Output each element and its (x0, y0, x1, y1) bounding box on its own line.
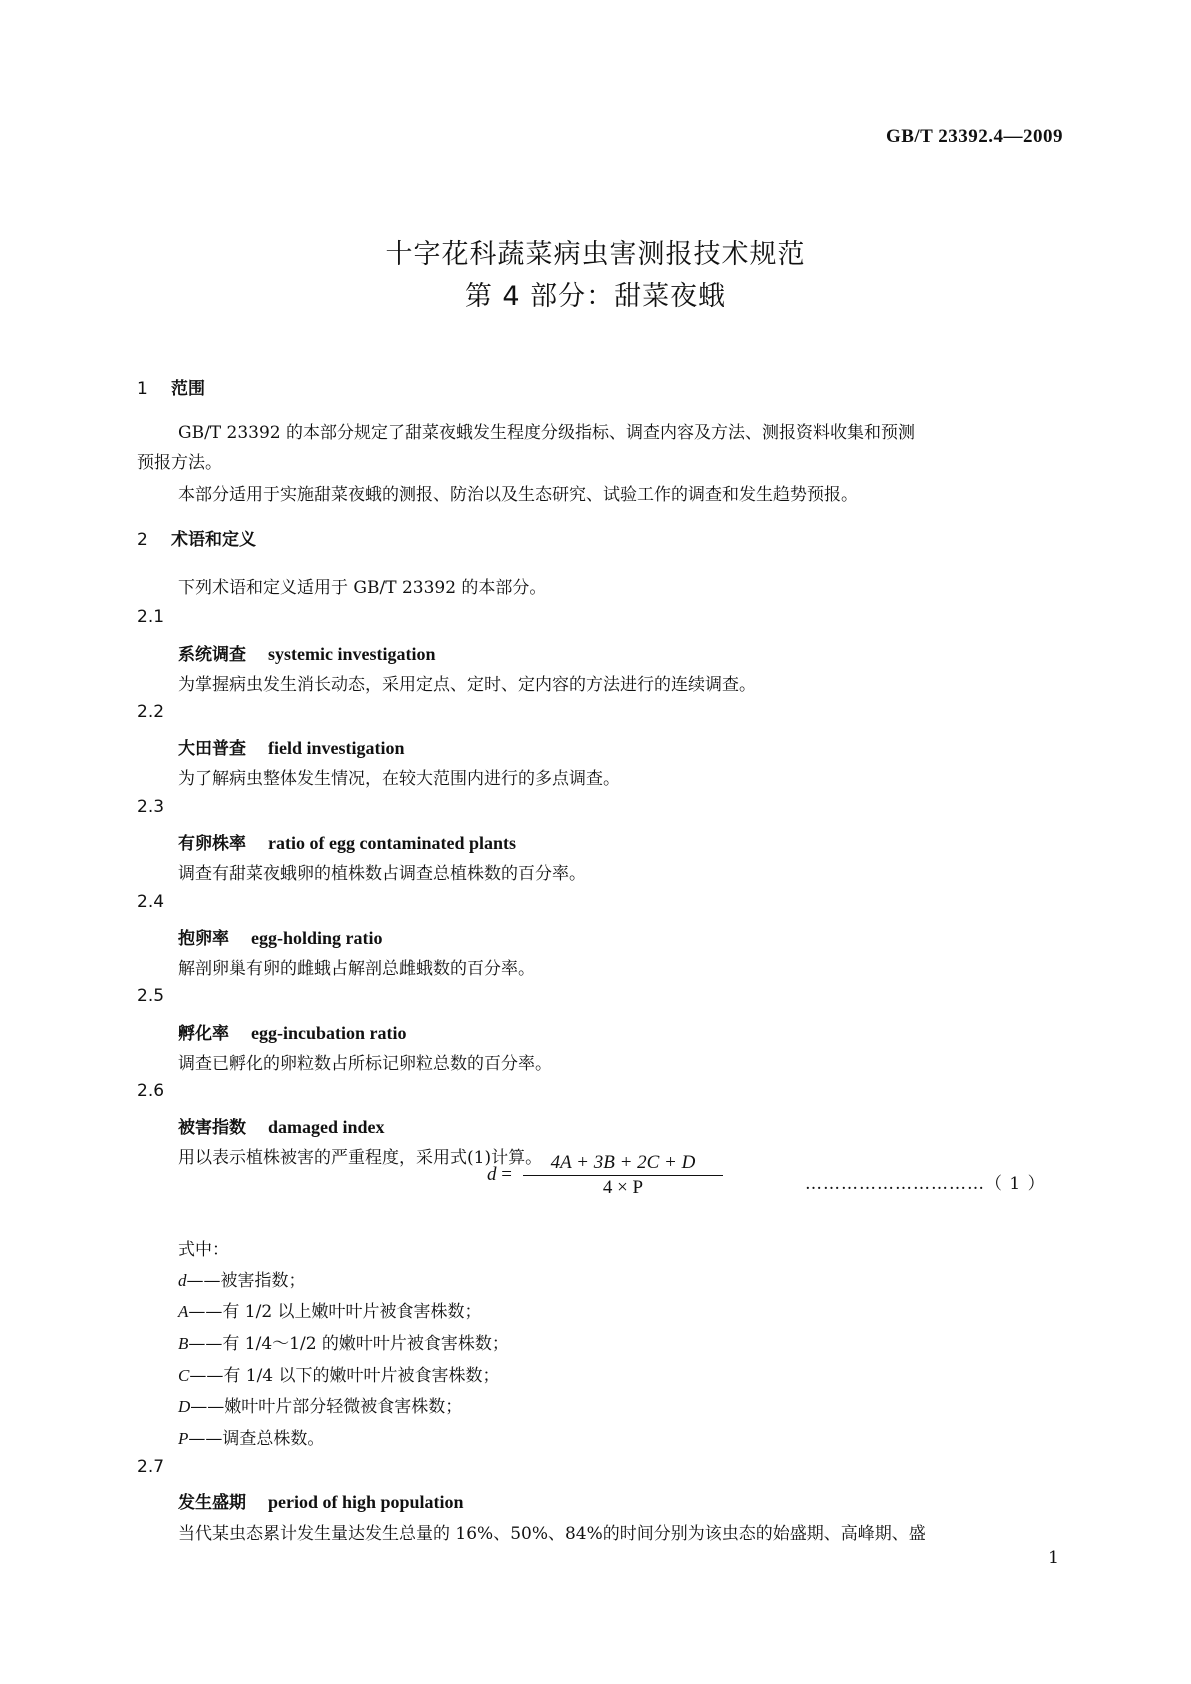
variable-symbol: B (178, 1334, 189, 1353)
section-number: 2 (137, 530, 148, 550)
variable-description: ——有 1/2 以上嫩叶叶片被食害株数； (188, 1302, 482, 1322)
formula-equation-number: …………………………（ 1 ） (805, 1174, 1046, 1194)
term-zh: 孵化率 (178, 1024, 229, 1044)
section-title: 术语和定义 (171, 530, 256, 550)
term-heading (178, 1019, 407, 1044)
term-en: damaged index (268, 1117, 385, 1137)
term-zh: 系统调查 (178, 645, 246, 665)
term-zh: 大田普查 (178, 739, 246, 759)
section-number: 1 (137, 379, 148, 399)
paragraph-cont: 预报方法。 (137, 453, 222, 473)
variable-description: ——调查总株数。 (188, 1429, 325, 1449)
variable-definition (178, 1361, 500, 1386)
clause-number: 2.7 (137, 1457, 165, 1477)
term-heading (178, 829, 516, 854)
document-title: 十字花科蔬菜病虫害测报技术规范 (385, 239, 806, 270)
variable-symbol: D (178, 1397, 191, 1416)
term-en: systemic investigation (268, 644, 436, 664)
variable-definition (178, 1392, 462, 1417)
document-subtitle: 第 4 部分：甜菜夜蛾 (464, 281, 727, 312)
section-title: 范围 (171, 379, 205, 399)
term-zh: 抱卵率 (178, 929, 229, 949)
paragraph: GB/T 23392 的本部分规定了甜菜夜蛾发生程度分级指标、调查内容及方法、测报资料收集和预测 (178, 423, 916, 443)
paragraph: 本部分适用于实施甜菜夜蛾的测报、防治以及生态研究、试验工作的调查和发生趋势预报。 (178, 485, 858, 505)
variable-symbol: P (178, 1429, 189, 1448)
variable-definition (178, 1424, 324, 1449)
term-definition: 解剖卵巢有卵的雌蛾占解剖总雌蛾数的百分率。 (178, 959, 535, 979)
term-heading (178, 1488, 464, 1513)
variable-description: ——有 1/4 以下的嫩叶叶片被食害株数； (189, 1366, 500, 1386)
variable-description: ——有 1/4～1/2 的嫩叶叶片被食害株数； (188, 1334, 509, 1354)
variable-definition (178, 1297, 482, 1322)
section-1-heading (137, 374, 205, 399)
term-definition: 当代某虫态累计发生量达发生总量的 16%、50%、84%的时间分别为该虫态的始盛期、高峰期、盛 (178, 1524, 926, 1544)
variable-definition (178, 1329, 509, 1354)
term-heading (178, 1113, 385, 1138)
variable-symbol: d (178, 1271, 187, 1290)
term-heading (178, 734, 405, 759)
term-zh: 发生盛期 (178, 1493, 246, 1513)
page-number: 1 (1048, 1548, 1059, 1568)
variable-description: ——被害指数； (186, 1271, 306, 1291)
formula-fraction (523, 1152, 723, 1199)
term-definition: 为了解病虫整体发生情况，在较大范围内进行的多点调查。 (178, 769, 620, 789)
term-zh: 被害指数 (178, 1118, 246, 1138)
term-en: egg-incubation ratio (251, 1023, 407, 1043)
formula-equals: = (501, 1164, 512, 1185)
formula-denominator: 4 × P (602, 1177, 644, 1198)
term-heading (178, 640, 435, 665)
clause-number: 2.2 (137, 702, 165, 722)
term-en: egg-holding ratio (251, 928, 383, 948)
clause-number: 2.1 (137, 607, 165, 627)
standard-number: GB/T 23392.4—2009 (885, 126, 1063, 147)
variable-description: ——嫩叶叶片部分轻微被食害株数； (190, 1397, 463, 1417)
term-definition: 为掌握病虫发生消长动态，采用定点、定时、定内容的方法进行的连续调查。 (178, 675, 756, 695)
formula-lhs: d (487, 1164, 497, 1185)
term-en: ratio of egg contaminated plants (268, 833, 516, 853)
term-zh: 有卵株率 (178, 834, 246, 854)
term-definition: 用以表示植株被害的严重程度，采用式(1)计算。 (178, 1148, 543, 1168)
term-definition: 调查有甜菜夜蛾卵的植株数占调查总植株数的百分率。 (178, 864, 586, 884)
formula-numerator: 4A + 3B + 2C + D (523, 1152, 723, 1176)
term-heading (178, 924, 383, 949)
term-definition: 调查已孵化的卵粒数占所标记卵粒总数的百分率。 (178, 1054, 552, 1074)
clause-number: 2.4 (137, 892, 165, 912)
term-en: field investigation (268, 738, 405, 758)
clause-number: 2.5 (137, 986, 165, 1006)
term-en: period of high population (268, 1492, 464, 1512)
variable-symbol: C (178, 1366, 190, 1385)
clause-number: 2.6 (137, 1081, 165, 1101)
variable-definition (178, 1266, 306, 1291)
section-2-heading (137, 525, 256, 550)
where-label: 式中： (178, 1240, 229, 1260)
paragraph: 下列术语和定义适用于 GB/T 23392 的本部分。 (178, 578, 547, 598)
variable-symbol: A (178, 1302, 189, 1321)
clause-number: 2.3 (137, 797, 165, 817)
